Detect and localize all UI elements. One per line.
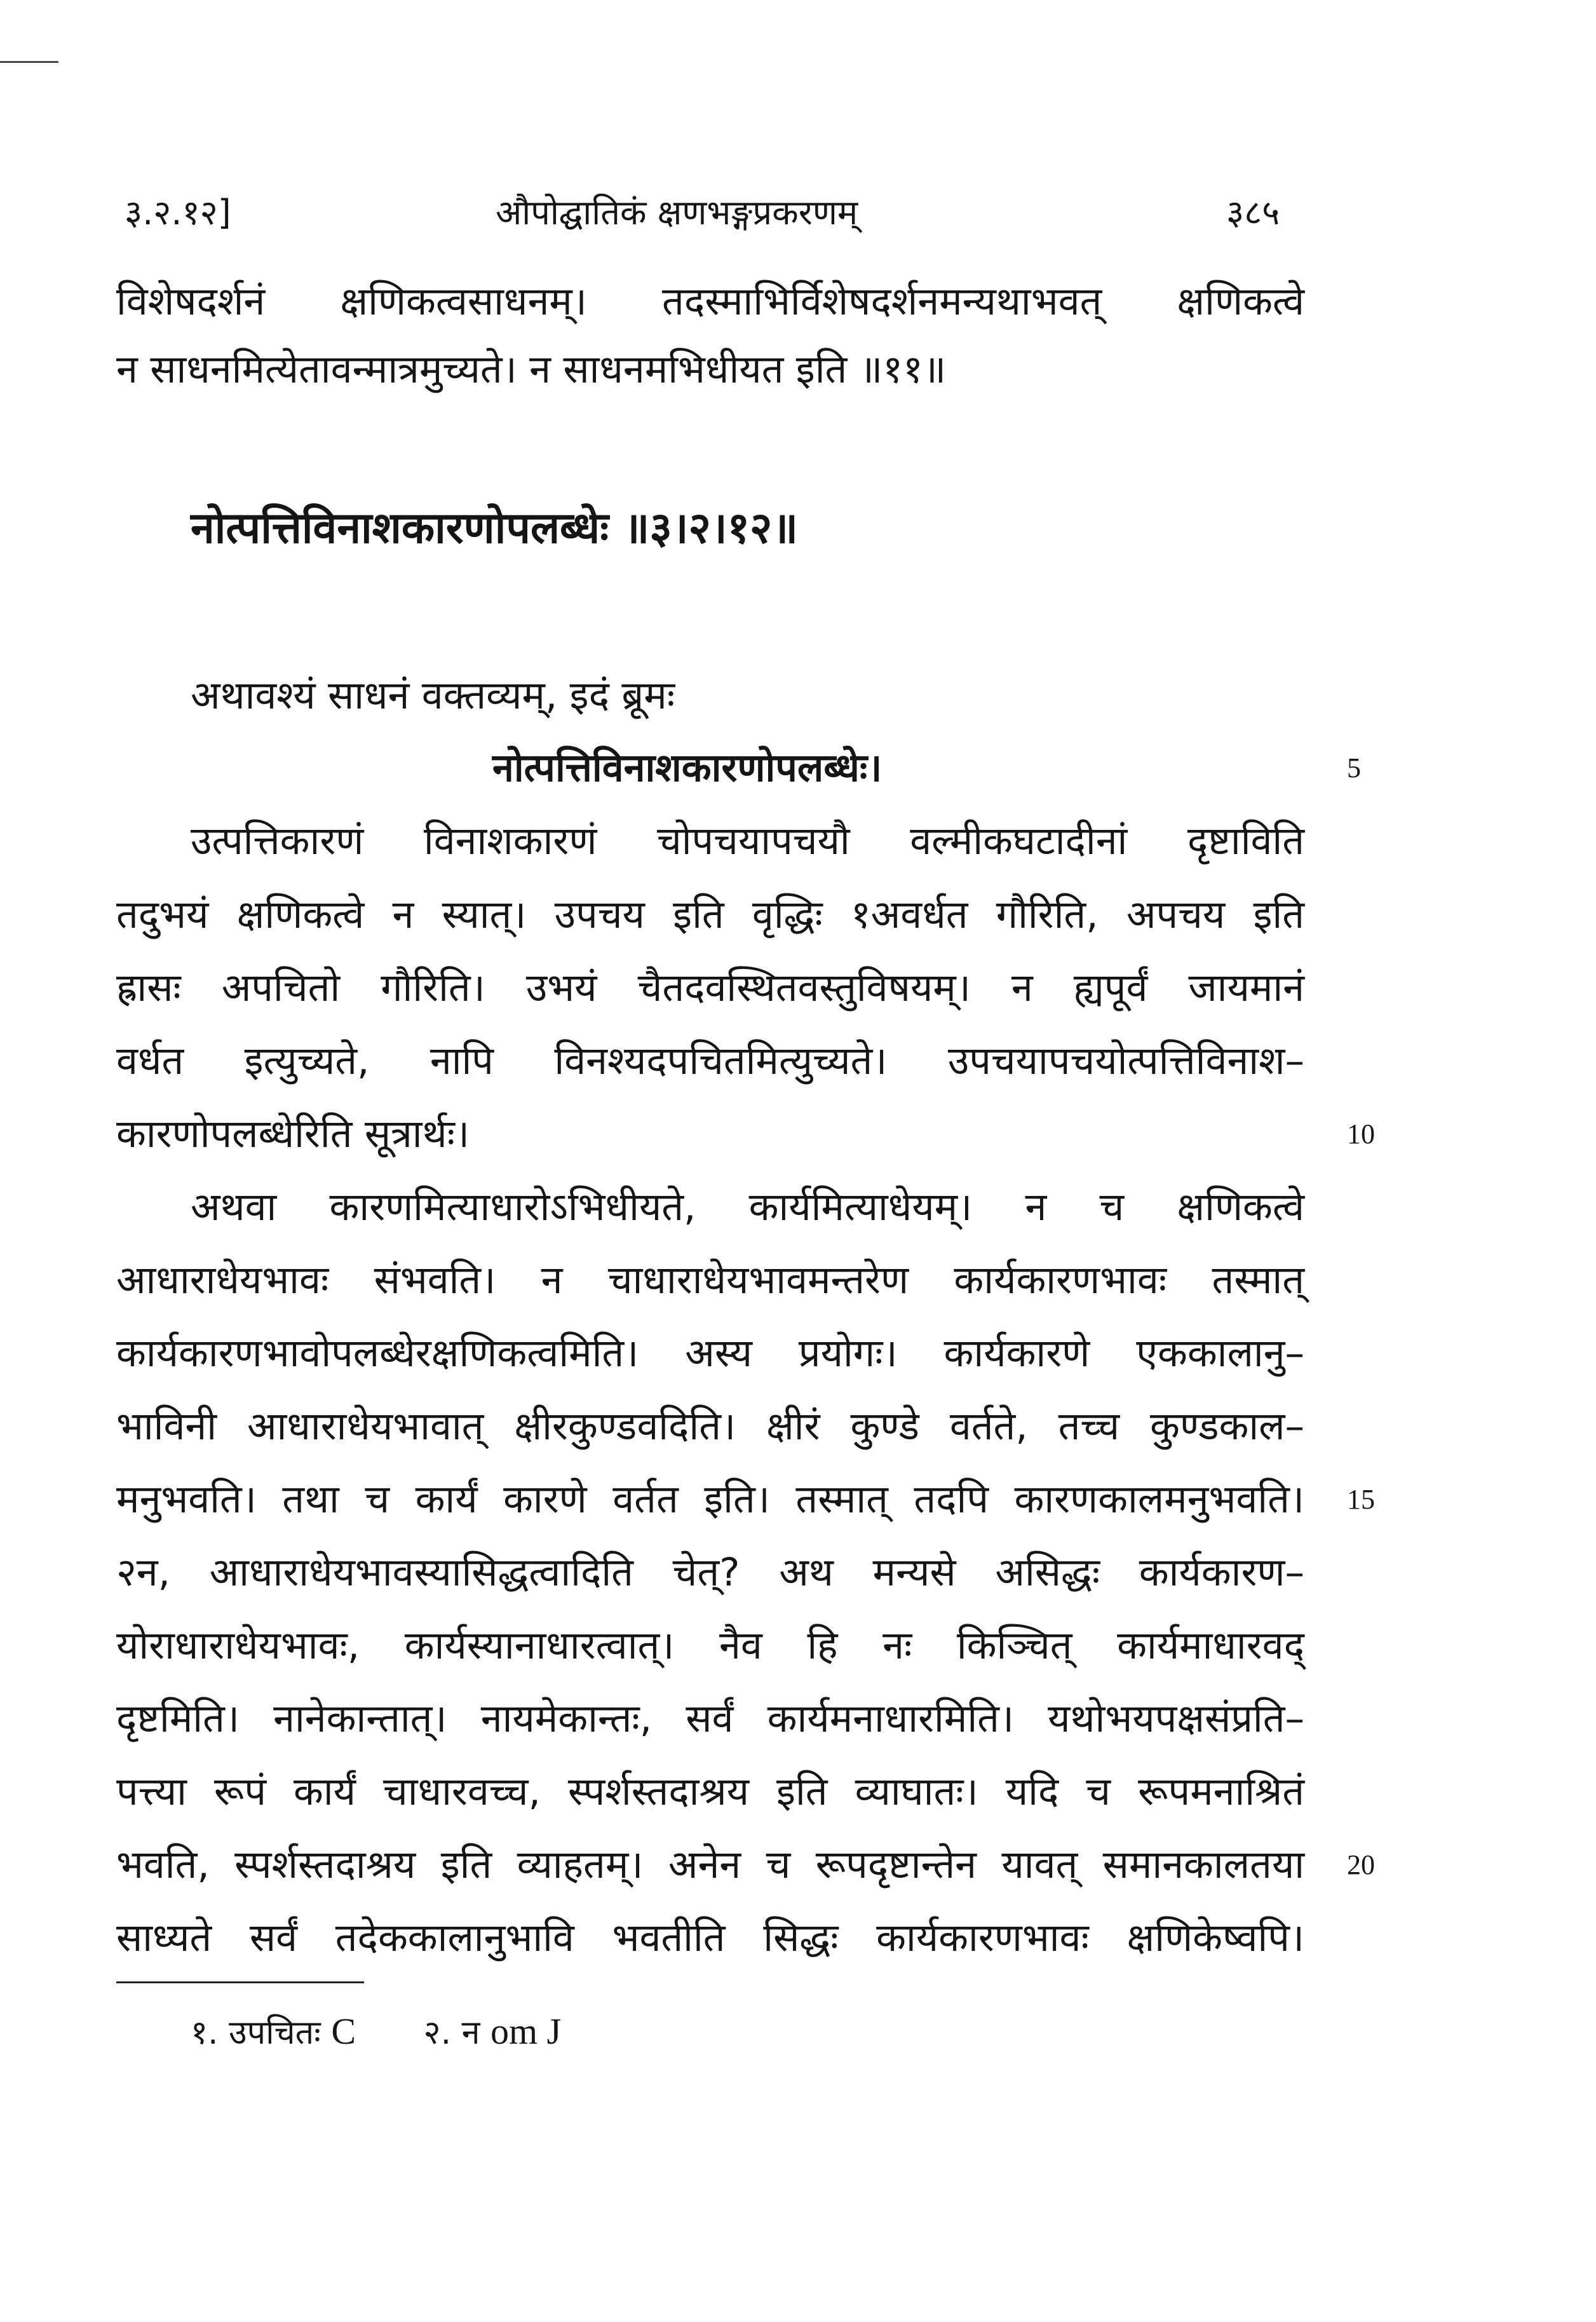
paragraph-first-line: अथवा कारणमित्याधारोऽभिधीयते, कार्यमित्याधेयम्। न च क्षणिकत्वे (191, 1185, 1304, 1230)
text-line: भवति, स्पर्शस्तदाश्रय इति व्याहतम्। अनेन च रूपदृष्टान्तेन यावत् समानकालतया (116, 1842, 1304, 1887)
line-number: 20 (1347, 1849, 1375, 1880)
line-number: 15 (1347, 1484, 1375, 1515)
text-line: मनुभवति। तथा च कार्यं कारणे वर्तत इति। तस्मात् तदपि कारणकालमनुभवति। (116, 1477, 1304, 1522)
footnote-manuscript: om J (490, 2011, 562, 2052)
footnote-text: न (461, 2014, 480, 2052)
line-number: 10 (1347, 1118, 1375, 1150)
text-line: दृष्टमिति। नानेकान्तात्। नायमेकान्तः, सर्वं कार्यमनाधारमिति। यथोभयपक्षसंप्रति– (116, 1696, 1304, 1741)
sutra-quote: नोत्पत्तिविनाशकारणोपलब्धेः। (492, 745, 883, 791)
text-line: वर्धत इत्युच्यते, नापि विनश्यदपचितमित्युच्यते। उपचयापचयोत्पत्तिविनाश– (116, 1038, 1304, 1083)
text-line: न साधनमित्येतावन्मात्रमुच्यते। न साधनमभिधीयत इति ॥११॥ (116, 347, 947, 392)
footnote-text: उपचितः (229, 2014, 321, 2052)
line-number: 5 (1347, 752, 1361, 784)
text-line: ह्रासः अपचितो गौरिति। उभयं चैतदवस्थितवस्तुविषयम्। न ह्यपूर्वं जायमानं (116, 965, 1304, 1010)
text-line: आधाराधेयभावः संभवति। न चाधाराधेयभावमन्तरेण कार्यकारणभावः तस्मात् (116, 1258, 1304, 1303)
text-line: विशेषदर्शनं क्षणिकत्वसाधनम्। तदस्माभिर्विशेषदर्शनमन्यथाभवत् क्षणिकत्वे (116, 279, 1304, 324)
footnote-1 (191, 2011, 367, 2052)
running-head-section-ref: ३.२.१२] (125, 193, 231, 233)
text-line: साध्यते सर्वं तदेककालानुभावि भवतीति सिद्धः कार्यकारणभावः क्षणिकेष्वपि। (116, 1915, 1304, 1960)
paragraph-first-line: उत्पत्तिकारणं विनाशकारणं चोपचयापचयौ वल्मीकघटादीनां दृष्टाविति (191, 818, 1304, 864)
text-line: कार्यकारणभावोपलब्धेरक्षणिकत्वमिति। अस्य प्रयोगः। कार्यकारणे एककालानु– (116, 1331, 1304, 1376)
running-head-title: औपोद्घातिकं क्षणभङ्गप्रकरणम् (496, 193, 858, 233)
text-line: अथावश्यं साधनं वक्तव्यम्, इदं ब्रूमः (191, 673, 675, 718)
text-line: पत्त्या रूपं कार्यं चाधारवच्च, स्पर्शस्तदाश्रय इति व्याघातः। यदि च रूपमनाश्रितं (116, 1769, 1304, 1814)
footnotes (191, 2008, 561, 2056)
footnote-number: १. (191, 2014, 219, 2052)
text-line: भाविनी आधाराधेयभावात् क्षीरकुण्डवदिति। क्षीरं कुण्डे वर्तते, तच्च कुण्डकाल– (116, 1404, 1304, 1449)
footnote-number: २. (423, 2014, 452, 2052)
footnote-manuscript: C (331, 2011, 356, 2052)
sutra-heading: नोत्पत्तिविनाशकारणोपलब्धेः ॥३।२।१२॥ (191, 503, 799, 553)
text-line: कारणोपलब्धेरिति सूत्रार्थः। (116, 1111, 470, 1157)
text-line: तदुभयं क्षणिकत्वे न स्यात्। उपचय इति वृद्धिः १अवर्धत गौरिति, अपचय इति (116, 892, 1304, 937)
footnote-2 (423, 2011, 562, 2052)
text-line: २न, आधाराधेयभावस्यासिद्धत्वादिति चेत्? अथ मन्यसे असिद्धः कार्यकारण– (116, 1550, 1304, 1595)
scan-edge-mark (0, 61, 58, 63)
footnote-rule (116, 1981, 364, 1983)
page-number: ३८५ (1226, 193, 1280, 233)
text-line: योराधाराधेयभावः, कार्यस्यानाधारत्वात्। नैव हि नः किञ्चित् कार्यमाधारवद् (116, 1623, 1304, 1668)
